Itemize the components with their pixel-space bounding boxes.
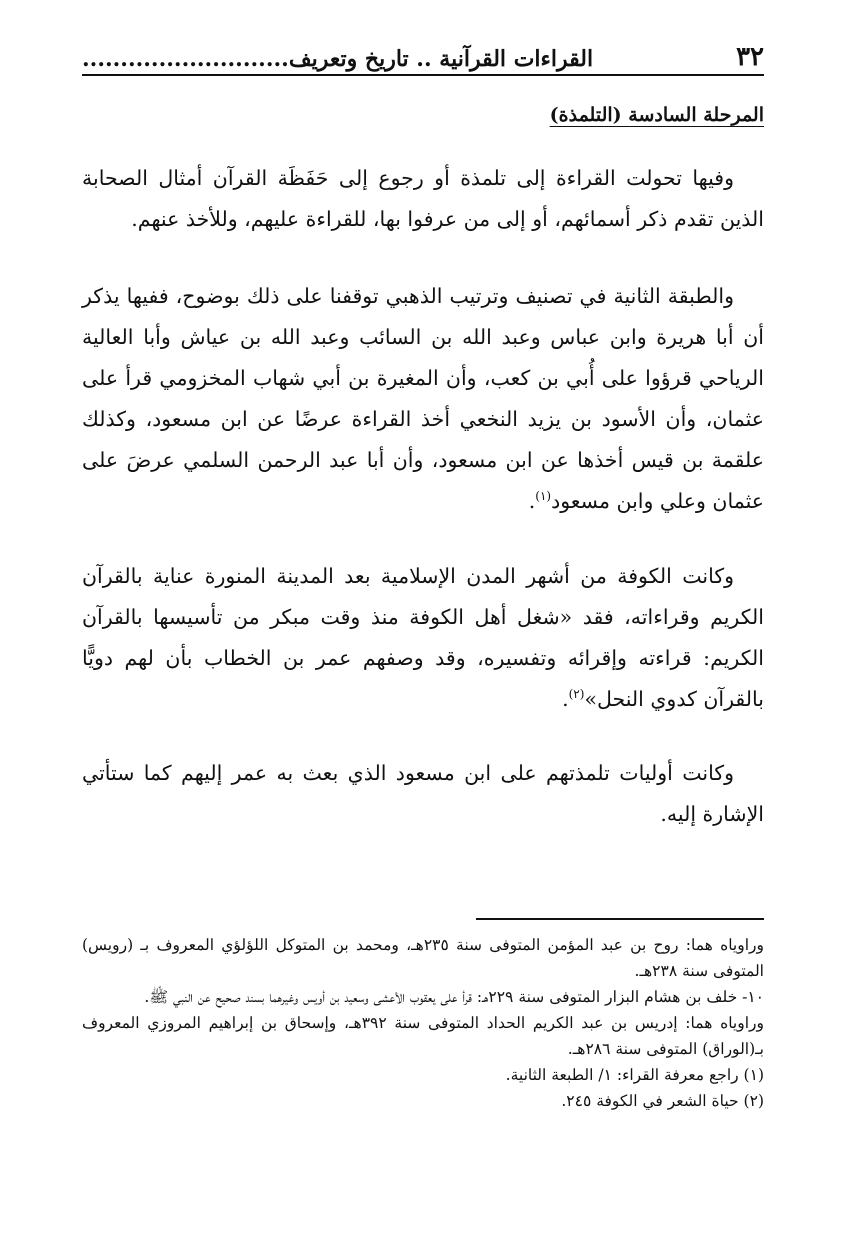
running-title [82,48,593,70]
footnote-2: (٢) حياة الشعر في الكوفة ٢٤٥. [561,1092,764,1110]
footnote-1: (١) راجع معرفة القراء: ١/ الطبعة الثانية. [505,1066,764,1084]
paragraph-2 [82,276,764,522]
running-header [82,36,764,76]
leader-dots: ........................... [82,46,289,72]
footnote-ref-1[interactable]: (١) [535,489,552,504]
paragraph-1 [82,158,764,240]
paragraph-3-text: وكانت الكوفة من أشهر المدن الإسلامية بعد المدينة المنورة عناية بالقرآن الكريم وقراءاته، فقد «شغل أهل الكوفة منذ وقت مبكر من تأسيسها بالقرآن الكريم: قراءته وإقرائه وتفسيره، وقد وصفهم عمر بن الخطاب بأن لهم دويًّا بالقرآن كدوي النحل» [82,564,764,711]
footnote-ref-2[interactable]: (٢) [568,687,585,702]
paragraph-4-text: وكانت أوليات تلمذتهم على ابن مسعود الذي بعث به عمر إليهم كما ستأتي الإشارة إليه. [82,761,764,826]
paragraph-3 [82,556,764,720]
footnote-separator [476,918,764,920]
footnote-entry-10: ١٠- خلف بن هشام البزار المتوفى سنة ٢٢٩هـ: قرأ على يعقوب الأعشى وسعيد بن أويس وغيرهما بسند صحيح عن النبي ﷺ. [144,988,764,1006]
footnote-continuation: وراوياه هما: روح بن عبد المؤمن المتوفى سنة ٢٣٥هـ، ومحمد بن المتوكل اللؤلؤي المعروف بـ (رويس) المتوفى سنة ٢٣٨هـ. [82,936,764,980]
paragraph-2-end: . [528,489,536,513]
paragraph-2-text: والطبقة الثانية في تصنيف وترتيب الذهبي توقفنا على ذلك بوضوح، ففيها يذكر أن أبا هريرة وابن عباس وعبد الله بن السائب وعبد الله بن عياش وأبا العالية الرياحي قرؤوا على أُبي بن كعب، وأن المغيرة بن أبي شهاب المخزومي قرأ على عثمان، وأن الأسود بن يزيد النخعي أخذ القراءة عرضًا عن ابن مسعود، وكذلك علقمة بن قيس أخذها عن ابن مسعود، وأن أبا عبد الرحمن السلمي عرضَ على عثمان وعلي وابن مسعود [82,284,764,513]
paragraph-1-text: وفيها تحولت القراءة إلى تلمذة أو رجوع إلى حَفَظَة القرآن أمثال الصحابة الذين تقدم ذكر أسمائهم، أو إلى من عرفوا بها، للقراءة عليهم، وللأخذ عنهم. [82,166,764,231]
paragraph-3-end: . [562,687,569,711]
paragraph-4 [82,753,764,835]
section-title: المرحلة السادسة (التلمذة) [549,104,764,126]
book-page [82,0,764,1237]
footnote-entry-10-narrators: وراوياه هما: إدريس بن عبد الكريم الحداد المتوفى سنة ٣٩٢هـ، وإسحاق بن إبراهيم المروزي المعروف بـ(الوراق) المتوفى سنة ٢٨٦هـ. [82,1014,764,1058]
book-title: القراءات القرآنية .. تاريخ وتعريف [288,46,594,72]
page-number: ٣٢ [736,42,764,72]
footnotes [82,932,764,1114]
